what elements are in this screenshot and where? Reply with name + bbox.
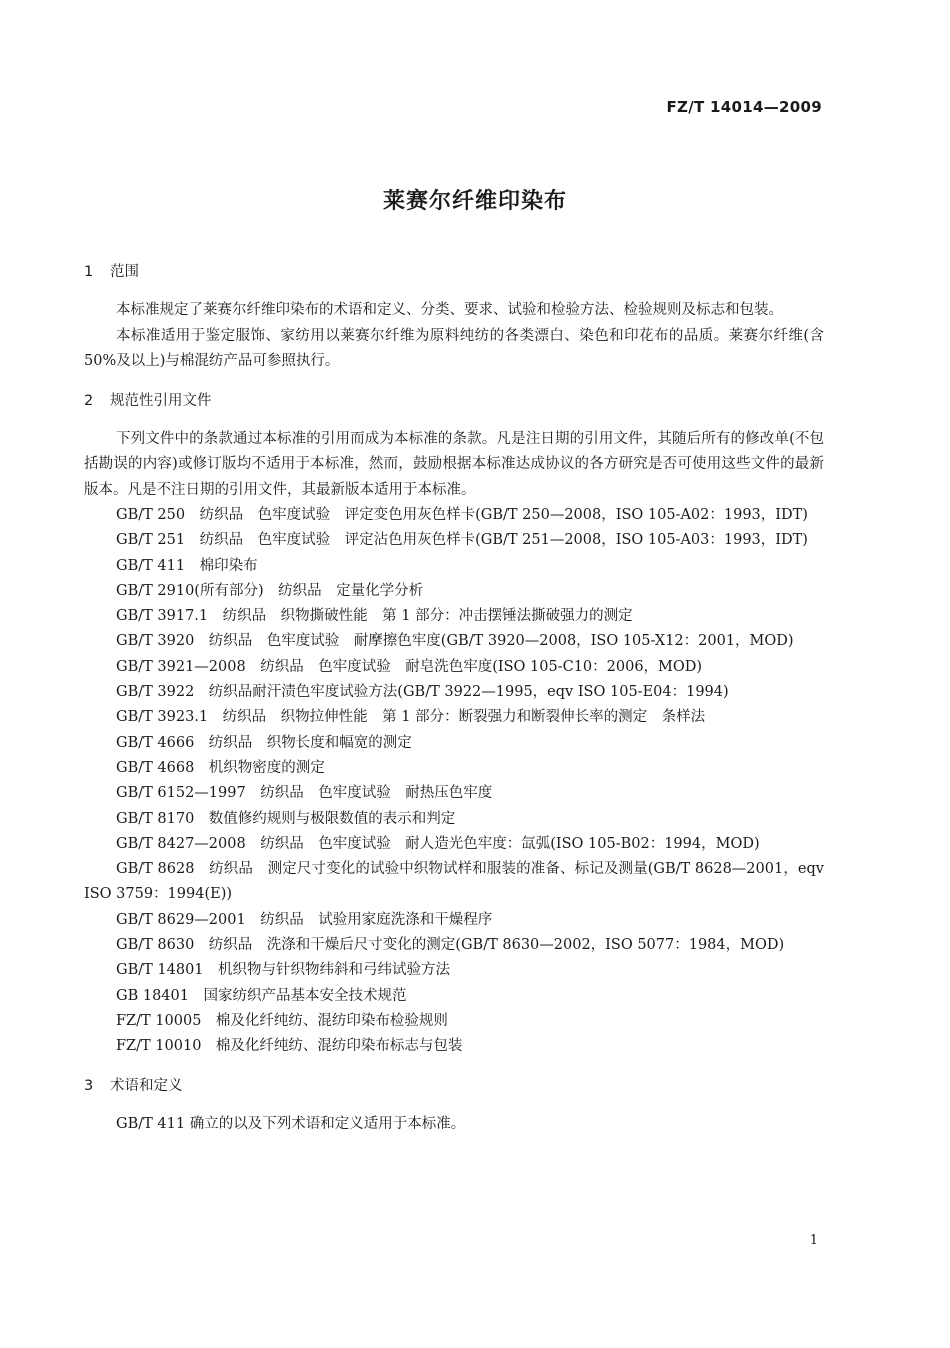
reference-item: FZ/T 10005 棉及化纤纯纺、混纺印染布检验规则 bbox=[116, 1012, 448, 1029]
reference-item: GB/T 3917.1 纺织品 织物撕破性能 第 1 部分：冲击摆锤法撕破强力的测定 bbox=[116, 608, 633, 625]
paragraph: 下列文件中的条款通过本标准的引用而成为本标准的条款。凡是注日期的引用文件，其随后所有的修改单(不包括勘误的内容)或修订版均不适用于本标准，然而，鼓励根据本标准达成协议的各方研究是否可使用这些文件的最新版本。凡是不注日期的引用文件，其最新版本适用于本标准。 bbox=[84, 430, 824, 498]
document-title: 莱赛尔纤维印染布 bbox=[382, 189, 567, 214]
reference-item: GB/T 4666 纺织品 织物长度和幅宽的测定 bbox=[116, 734, 412, 751]
paragraph: GB/T 411 确立的以及下列术语和定义适用于本标准。 bbox=[116, 1115, 466, 1132]
reference-item: GB/T 6152—1997 纺织品 色牢度试验 耐热压色牢度 bbox=[116, 785, 493, 802]
reference-item: GB/T 8628 纺织品 测定尺寸变化的试验中织物试样和服装的准备、标记及测量(GB/T 8628—2001，eqv ISO 3759：1994(E)) bbox=[84, 861, 824, 903]
section-title: 术语和定义 bbox=[110, 1077, 183, 1094]
paragraph: 本标准规定了莱赛尔纤维印染布的术语和定义、分类、要求、试验和检验方法、检验规则及标志和包装。 bbox=[116, 302, 783, 318]
reference-item: GB/T 3922 纺织品耐汗渍色牢度试验方法(GB/T 3922—1995，eqv ISO 105-E04：1994) bbox=[116, 684, 729, 701]
reference-item: GB/T 250 纺织品 色牢度试验 评定变色用灰色样卡(GB/T 250—2008，ISO 105-A02：1993，IDT) bbox=[116, 507, 808, 523]
reference-item: GB/T 8629—2001 纺织品 试验用家庭洗涤和干燥程序 bbox=[116, 911, 493, 928]
reference-item: GB/T 8427—2008 纺织品 色牢度试验 耐人造光色牢度：氙弧(ISO 105-B02：1994，MOD) bbox=[116, 835, 760, 852]
section-heading bbox=[84, 260, 824, 284]
reference-item: GB/T 8630 纺织品 洗涤和干燥后尺寸变化的测定(GB/T 8630—2002，ISO 5077：1984，MOD) bbox=[116, 937, 785, 954]
reference-item: GB/T 251 纺织品 色牢度试验 评定沾色用灰色样卡(GB/T 251—2008，ISO 105-A03：1993，IDT) bbox=[116, 532, 808, 549]
reference-list bbox=[84, 503, 824, 1060]
reference-item: GB/T 14801 机织物与针织物纬斜和弓纬试验方法 bbox=[116, 962, 451, 979]
section-number: 1 bbox=[84, 264, 94, 280]
document-body bbox=[84, 260, 824, 1137]
section-number: 3 bbox=[84, 1077, 94, 1094]
section-title: 规范性引用文件 bbox=[110, 392, 212, 409]
section-scope bbox=[84, 260, 824, 375]
reference-item: GB/T 3921—2008 纺织品 色牢度试验 耐皂洗色牢度(ISO 105-C10：2006，MOD) bbox=[116, 658, 703, 675]
reference-item: GB/T 411 棉印染布 bbox=[116, 557, 258, 574]
paragraph: 本标准适用于鉴定服饰、家纺用以莱赛尔纤维为原料纯纺的各类漂白、染色和印花布的品质。莱赛尔纤维(含 50%及以上)与棉混纺产品可参照执行。 bbox=[84, 327, 824, 369]
section-heading bbox=[84, 1074, 824, 1098]
reference-item: GB/T 8170 数值修约规则与极限数值的表示和判定 bbox=[116, 810, 456, 827]
reference-item: FZ/T 10010 棉及化纤纯纺、混纺印染布标志与包装 bbox=[116, 1038, 463, 1055]
reference-item: GB 18401 国家纺织产品基本安全技术规范 bbox=[116, 987, 407, 1004]
section-terms-definitions bbox=[84, 1074, 824, 1138]
standard-number: FZ/T 14014—2009 bbox=[666, 98, 822, 116]
section-heading bbox=[84, 389, 824, 413]
reference-item: GB/T 2910(所有部分) 纺织品 定量化学分析 bbox=[116, 582, 424, 599]
section-normative-references bbox=[84, 389, 824, 1060]
section-number: 2 bbox=[84, 392, 94, 409]
reference-item: GB/T 3923.1 纺织品 织物拉伸性能 第 1 部分：断裂强力和断裂伸长率的测定 条样法 bbox=[116, 709, 706, 726]
page-number: 1 bbox=[809, 1233, 818, 1248]
reference-item: GB/T 4668 机织物密度的测定 bbox=[116, 759, 325, 776]
reference-item: GB/T 3920 纺织品 色牢度试验 耐摩擦色牢度(GB/T 3920—2008，ISO 105-X12：2001，MOD) bbox=[116, 633, 794, 650]
section-title: 范围 bbox=[110, 264, 139, 280]
